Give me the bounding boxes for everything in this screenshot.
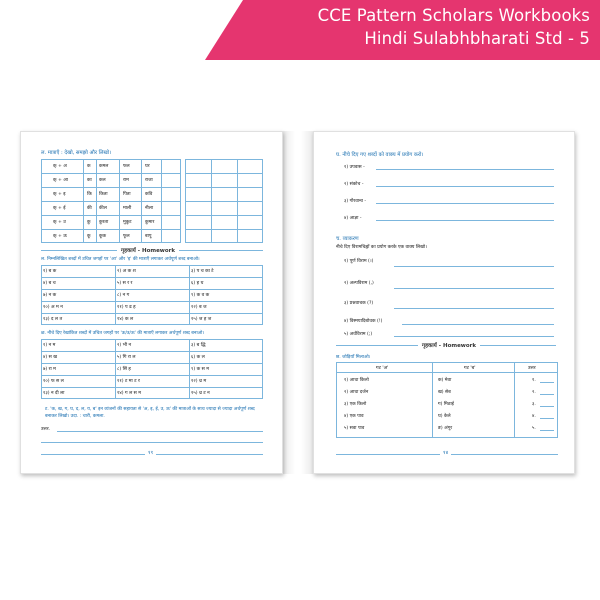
page-number: १४ bbox=[440, 450, 451, 456]
list-item: १) उपवास - bbox=[344, 165, 365, 170]
table-cell: कुमार bbox=[145, 220, 155, 225]
word-item: ९) क स म bbox=[191, 367, 209, 372]
table-cell: राजा bbox=[145, 178, 153, 183]
homework-label: गृहकार्य - Homework bbox=[418, 341, 480, 349]
table-cell: घ) केले bbox=[438, 414, 451, 419]
word-item: ३) ब द्धि bbox=[191, 343, 206, 348]
right-page bbox=[313, 131, 575, 474]
question-heading: घ. नीचे दिए गए शब्दों को वाक्य में प्रयोग करो। bbox=[336, 152, 424, 158]
table-cell: ४. bbox=[532, 414, 536, 419]
word-item: ११) ट मा ट र bbox=[117, 379, 140, 384]
word-item: ४) स ख bbox=[43, 355, 57, 360]
page-number: ११ bbox=[145, 450, 156, 456]
table-cell: माली bbox=[123, 206, 132, 211]
word-item: ३) प च का टे bbox=[191, 269, 214, 274]
table-cell: कि bbox=[87, 192, 92, 197]
table-cell: कील bbox=[99, 206, 107, 211]
table-cell: २. bbox=[532, 390, 536, 395]
table-cell: क् + ऊ bbox=[53, 234, 67, 239]
word-item: १५) च्र ट न bbox=[191, 391, 210, 396]
table-cell: फूल bbox=[123, 234, 130, 239]
word-grid bbox=[41, 265, 263, 325]
list-item: १) पूर्ण विराम (।) bbox=[344, 259, 374, 264]
question-instruction: ट. 'क, ख, ग, घ, द, ल, य, ब' इन व्यंजनों की सहायता से 'अ, इ, ई, उ, ऊ' की मात्राओं के साथ ज्यादा से ज्यादा अर्थपूर्ण शब्द बनाकर लिखो। उदा. : चारी, कमला. bbox=[45, 407, 255, 419]
question-heading: ल. मात्राएँ : देखो, समझो और लिखो। bbox=[41, 150, 112, 156]
table-cell: कुरता bbox=[99, 220, 109, 225]
table-cell: मुकुट bbox=[123, 220, 132, 225]
table-cell: क bbox=[87, 164, 91, 169]
banner-title: CCE Pattern Scholars Workbooks bbox=[317, 6, 590, 25]
column-header: गट 'ब' bbox=[464, 366, 476, 371]
word-item: १३) द ल त bbox=[43, 317, 63, 322]
list-item: ४) आज्ञा - bbox=[344, 216, 362, 221]
table-cell: क) मेवा bbox=[438, 378, 452, 383]
word-item: १०) फ स ल bbox=[43, 379, 64, 384]
table-cell: २) आधा दर्जन bbox=[344, 390, 369, 395]
word-item: ५) स र र bbox=[117, 281, 133, 286]
table-cell: घर bbox=[145, 164, 150, 169]
grammar-heading: च. व्याकरण bbox=[336, 236, 359, 242]
list-item: ४) विस्मयादिबोधक (!) bbox=[344, 319, 383, 324]
table-cell: ५) सवा पाव bbox=[344, 426, 365, 431]
list-item: ५) अर्धविराम (;) bbox=[344, 332, 373, 337]
word-item: २) भी न bbox=[117, 343, 132, 348]
table-cell: ख) सेब bbox=[438, 390, 451, 395]
table-cell: नीला bbox=[145, 206, 154, 211]
table-cell: कु bbox=[87, 220, 91, 225]
column-header: उत्तर bbox=[528, 366, 536, 371]
table-cell: राम bbox=[123, 178, 129, 183]
table-cell: ४) एक पाव bbox=[344, 414, 364, 419]
word-item: १२) ब ज bbox=[191, 305, 207, 310]
word-item: ९) क व क bbox=[191, 293, 210, 298]
word-item: १४) क ल bbox=[117, 317, 134, 322]
answer-label: उत्तर. bbox=[41, 427, 51, 432]
word-item: १) ब क bbox=[43, 269, 57, 274]
word-item: ४) ब च bbox=[43, 281, 56, 286]
table-cell: पिता bbox=[123, 192, 131, 197]
column-header: गट 'अ' bbox=[376, 366, 389, 371]
word-item: १४) ग ल स म bbox=[117, 391, 141, 396]
word-item: १०) अ म न bbox=[43, 305, 63, 310]
word-item: ६) ह थ bbox=[191, 281, 204, 286]
list-item: २) अल्पविराम (,) bbox=[344, 281, 374, 286]
table-cell: १) आधा किलो bbox=[344, 378, 369, 383]
list-item: ३) गौरवान्व - bbox=[344, 199, 367, 204]
table-cell: ३) एक किलो bbox=[344, 402, 367, 407]
table-cell: क् + ई bbox=[53, 206, 66, 211]
table-cell: ५. bbox=[532, 426, 536, 431]
word-item: १) न म bbox=[43, 343, 56, 348]
table-cell: क् + अ bbox=[53, 164, 67, 169]
word-item: ८) न ग bbox=[117, 293, 130, 298]
table-cell: क् + आ bbox=[53, 178, 68, 183]
table-cell: का bbox=[87, 178, 92, 183]
table-cell: फल bbox=[123, 164, 130, 169]
table-cell: ३. bbox=[532, 402, 536, 407]
grammar-instruction: नीचे दिए विरामचिह्नों का प्रयोग करके एक वाक्य लिखो। bbox=[336, 245, 427, 250]
word-item: १२) च्र म bbox=[191, 379, 207, 384]
table-cell: कू bbox=[87, 234, 91, 239]
word-item: ६) क ल bbox=[191, 355, 205, 360]
banner-subtitle: Hindi Sulabhbharati Std - 5 bbox=[364, 29, 590, 48]
question-heading: छ. जोड़ियाँ मिलाओ। bbox=[336, 355, 371, 360]
table-cell: ग) मिठाई bbox=[438, 402, 454, 407]
word-item: १५) ज ह ज bbox=[191, 317, 212, 322]
word-item: २) अ क श bbox=[117, 269, 136, 274]
word-item: ८) सिं ह bbox=[117, 367, 131, 372]
word-grid bbox=[41, 339, 263, 399]
table-cell: १. bbox=[532, 378, 536, 383]
book-spine bbox=[283, 131, 313, 474]
table-cell: कल bbox=[99, 178, 106, 183]
list-item: ३) प्रश्नवाचक (?) bbox=[344, 301, 374, 306]
word-item: ७) न क bbox=[43, 293, 57, 298]
list-item: २) संकोच - bbox=[344, 182, 364, 187]
left-page bbox=[20, 131, 283, 474]
table-cell: बापू bbox=[145, 234, 152, 239]
word-item: १३) न दी ला bbox=[43, 391, 65, 396]
word-item: ११) प ढ ह bbox=[117, 305, 136, 310]
question-instruction: ळ. नीचे दिए रेखांकित शब्दों में उचित जगहों पर 'ऊ/उ/ऊ' की मात्राएँ लगाकर अर्थपूर्ण शब्द बनाओ। bbox=[41, 331, 205, 336]
table-cell: क् + इ bbox=[53, 192, 66, 197]
table-cell: कूक bbox=[99, 234, 107, 239]
table-cell: कवि bbox=[145, 192, 153, 197]
table-cell: क् + उ bbox=[53, 220, 66, 225]
question-instruction: ल. निम्नलिखित शब्दों में उचित जगहों पर 'आ' और 'इ' की मात्राएँ लगाकर अर्थपूर्ण शब्द बनाओ। bbox=[41, 257, 200, 262]
table-cell: किता bbox=[99, 192, 108, 197]
word-item: ७) रा म bbox=[43, 367, 56, 372]
homework-label: गृहकार्य - Homework bbox=[117, 246, 179, 254]
word-item: ५) गि रा ल bbox=[117, 355, 136, 360]
table-cell: की bbox=[87, 206, 92, 211]
table-cell: ङ) अंगूर bbox=[438, 426, 453, 431]
table-cell: कमल bbox=[99, 164, 109, 169]
